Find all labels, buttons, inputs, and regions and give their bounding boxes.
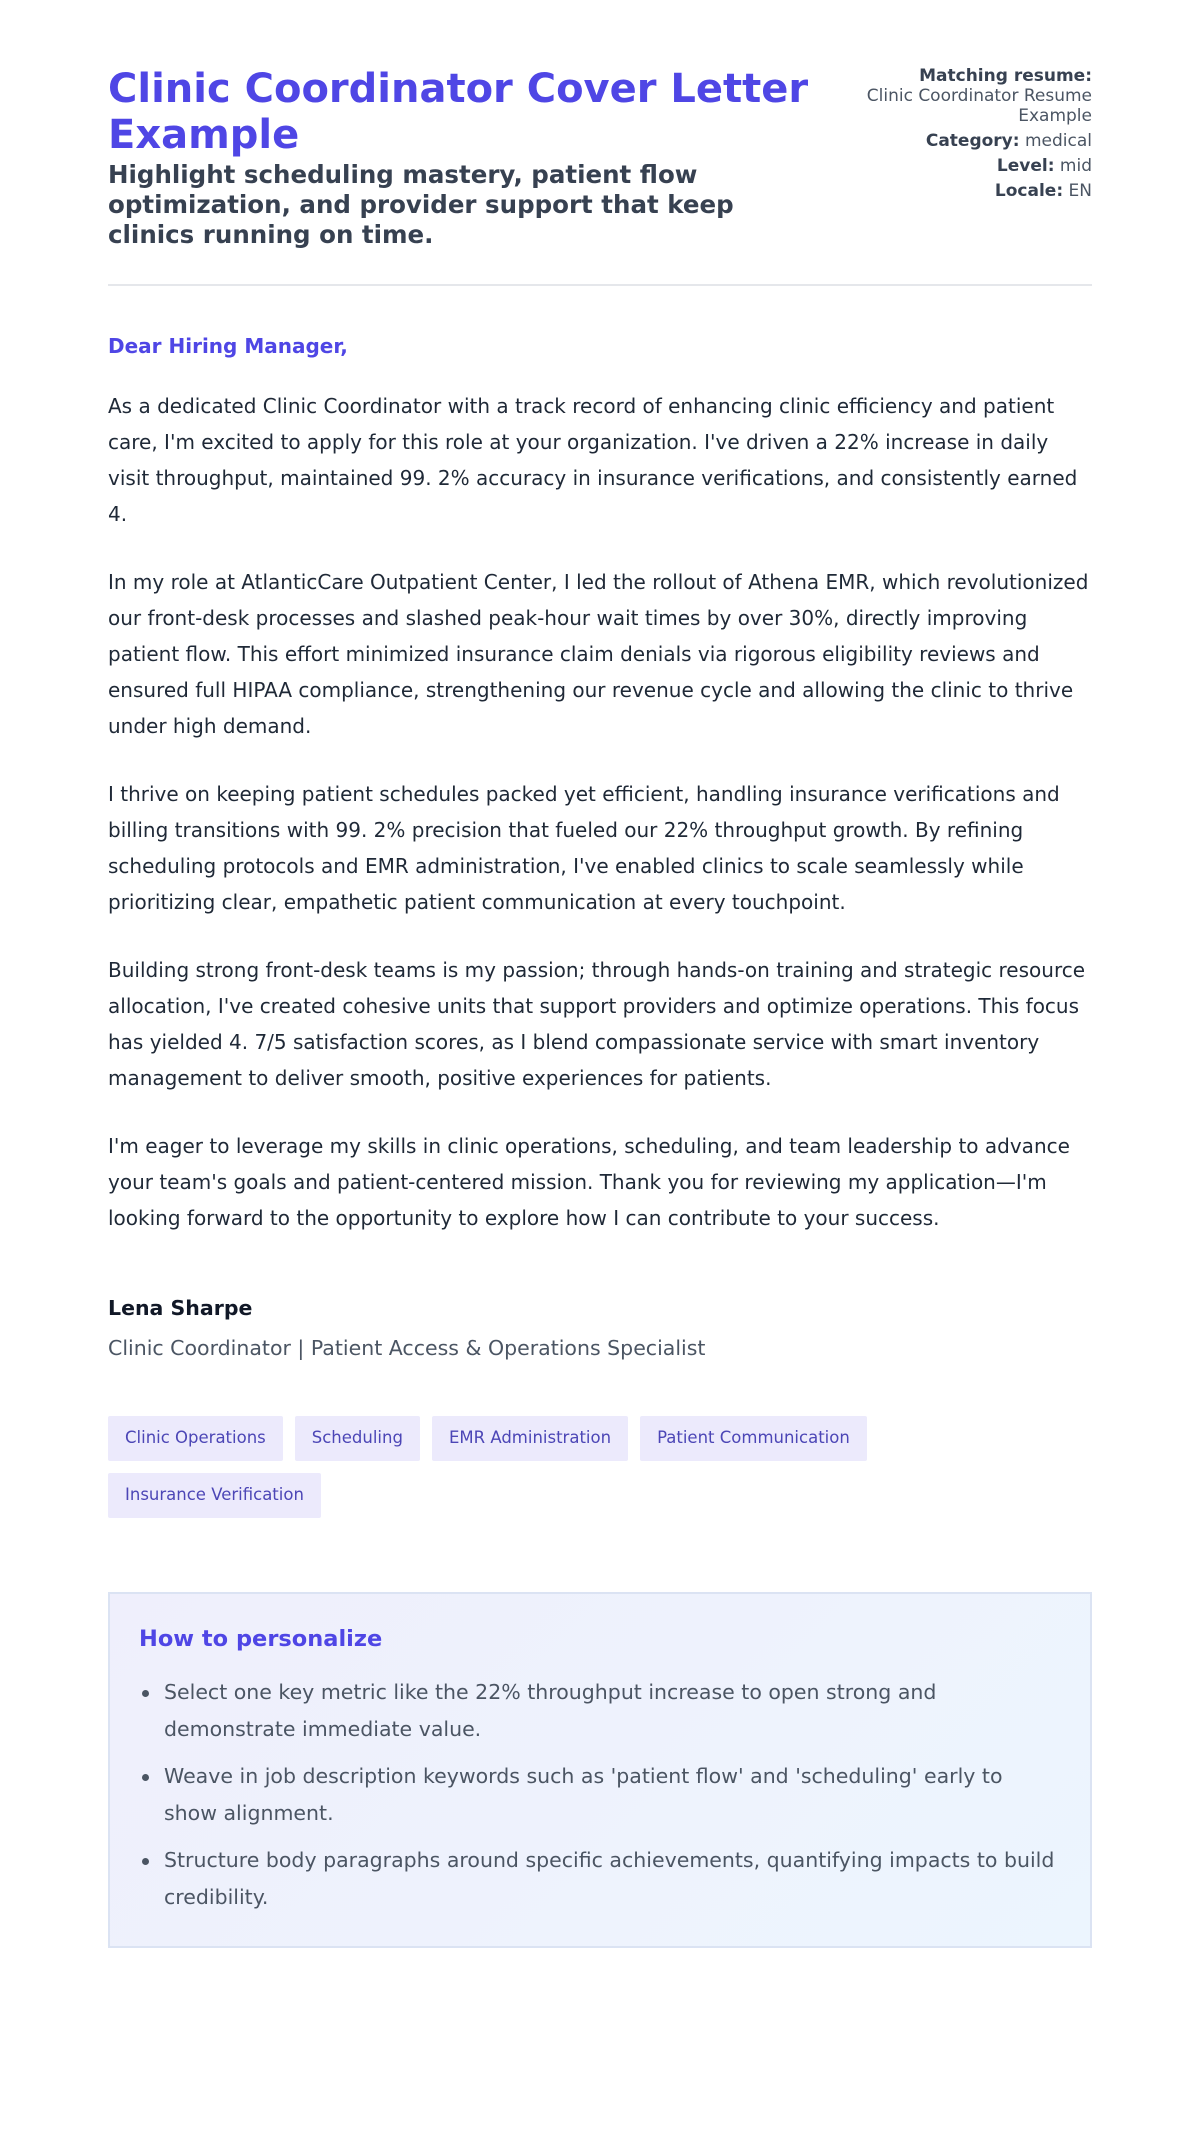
- tip-item: [139, 1842, 1061, 1916]
- page-subtitle: Highlight scheduling mastery, patient flow optimization, and provider support that keep clinics running on time.: [108, 160, 734, 249]
- skill-tag: Scheduling: [295, 1416, 420, 1461]
- signature-block: [108, 1296, 1092, 1360]
- tip-text: Weave in job description keywords such as 'patient flow' and 'scheduling' early to show alignment.: [164, 1764, 1003, 1825]
- tip-text: Select one key metric like the 22% throughput increase to open strong and demonstrate immediate value.: [164, 1680, 937, 1741]
- meta-level-value: mid: [1059, 156, 1092, 176]
- letter-paragraph: I'm eager to leverage my skills in clinic operations, scheduling, and team leadership to advance your team's goals and patient-centered mission. Thank you for reviewing my application—I'm looking forward to the opportunity to explore how I can contribute to your success.: [108, 1134, 1070, 1230]
- tips-title: How to personalize: [139, 1626, 383, 1652]
- meta-locale: [852, 181, 1092, 201]
- meta-locale-value: EN: [1068, 181, 1092, 201]
- page-title: Clinic Coordinator Cover Letter Example: [108, 66, 809, 158]
- meta-level: [852, 156, 1092, 176]
- skill-tag: Patient Communication: [640, 1416, 867, 1461]
- meta-matching-resume: [852, 66, 1092, 126]
- tips-list: [139, 1674, 1061, 1916]
- bullet-icon: [142, 1858, 149, 1865]
- skill-tag: Clinic Operations: [108, 1416, 283, 1461]
- signature-name: Lena Sharpe: [108, 1296, 253, 1320]
- header-titles: [108, 66, 828, 250]
- bullet-icon: [142, 1774, 149, 1781]
- letter-paragraph: I thrive on keeping patient schedules packed yet efficient, handling insurance verifications and billing transitions with 99. 2% precision that fueled our 22% throughput growth. By refining scheduling protocols and EMR administration, I've enabled clinics to scale seamlessly while prioritizing clear, empathetic patient communication at every touchpoint.: [108, 782, 1060, 914]
- page-header: [108, 66, 1092, 286]
- letter-paragraph: In my role at AtlanticCare Outpatient Center, I led the rollout of Athena EMR, which revolutionized our front-desk processes and slashed peak-hour wait times by over 30%, directly improving patient flow. This effort minimized insurance claim denials via rigorous eligibility reviews and ensured full HIPAA compliance, strengthening our revenue cycle and allowing the clinic to thrive under high demand.: [108, 570, 1089, 738]
- meta-matching-resume-label: Matching resume:: [919, 66, 1092, 86]
- letter-paragraph: As a dedicated Clinic Coordinator with a track record of enhancing clinic efficiency and patient care, I'm excited to apply for this role at your organization. I've driven a 22% increase in daily visit throughput, maintained 99. 2% accuracy in insurance verifications, and consistently earned 4.: [108, 394, 1078, 526]
- meta-category: [852, 131, 1092, 151]
- letter-greeting: Dear Hiring Manager,: [108, 334, 348, 358]
- bullet-icon: [142, 1690, 149, 1697]
- tip-item: [139, 1674, 1061, 1748]
- skill-tag: Insurance Verification: [108, 1473, 321, 1518]
- letter-paragraph: Building strong front-desk teams is my passion; through hands-on training and strategic resource allocation, I've created cohesive units that support providers and optimize operations. This focus has yielded 4. 7/5 satisfaction scores, as I blend compassionate service with smart inventory management to deliver smooth, positive experiences for patients.: [108, 958, 1086, 1090]
- tip-text: Structure body paragraphs around specific achievements, quantifying impacts to build credibility.: [164, 1848, 1055, 1909]
- personalize-tips-box: [108, 1592, 1092, 1948]
- meta-level-label: Level:: [996, 156, 1055, 176]
- letter-body: [108, 334, 1092, 1236]
- signature-title: Clinic Coordinator | Patient Access & Operations Specialist: [108, 1336, 706, 1360]
- meta-locale-label: Locale:: [994, 181, 1064, 201]
- meta-matching-resume-link[interactable]: Clinic Coordinator Resume Example: [866, 86, 1092, 126]
- skill-tags: [108, 1416, 948, 1518]
- meta-panel: [852, 66, 1092, 206]
- tip-item: [139, 1758, 1061, 1832]
- meta-category-label: Category:: [925, 131, 1020, 151]
- skill-tag: EMR Administration: [432, 1416, 628, 1461]
- meta-category-value: medical: [1024, 131, 1092, 151]
